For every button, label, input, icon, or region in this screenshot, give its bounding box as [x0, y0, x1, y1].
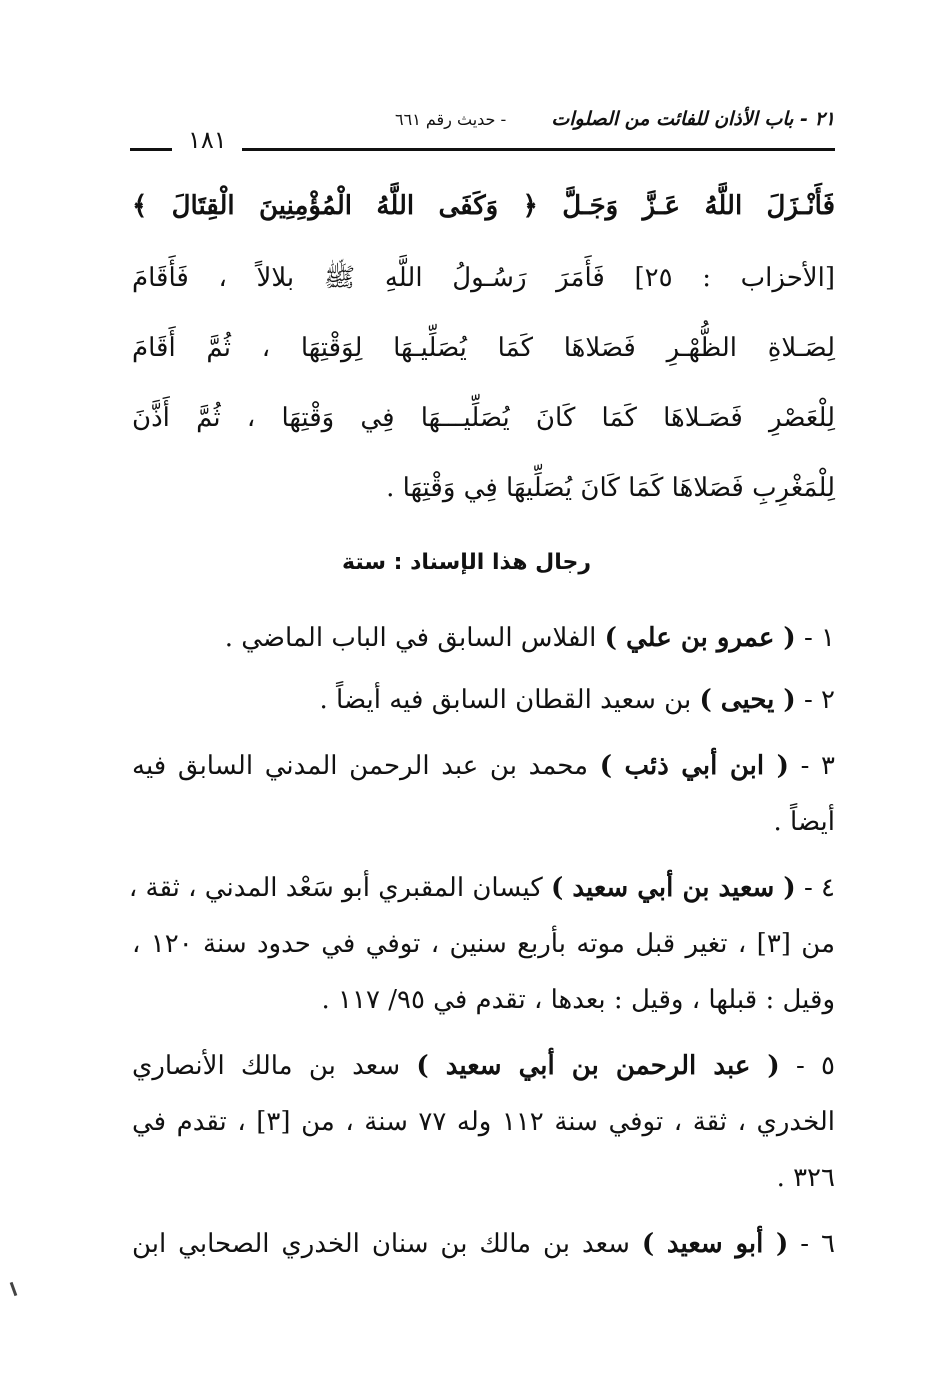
narrator-name: ( سعيد بن أبي سعيد ) [551, 873, 796, 903]
narrator-5-line-2: الخدري ، ثقة ، توفي سنة ١١٢ وله ٧٧ سنة ، من [٣] ، تقدم في [132, 1107, 836, 1137]
page-number: ١٨١ [188, 126, 227, 154]
narrator-name: ( أبو سعيد ) [641, 1229, 789, 1259]
narrator-name: ( يحيى ) [699, 685, 796, 715]
narrator-3-continuation: أيضاً . [773, 807, 835, 837]
narrator-number: ٢ - [803, 685, 835, 715]
narrator-3 [132, 746, 835, 786]
section-title: رجال هذا الإسناد : ستة [342, 550, 591, 575]
hadith-number: - حديث رقم ٦٦١ [395, 110, 507, 129]
narrator-name: ( عمرو بن علي ) [604, 623, 796, 653]
passage-line-1: فَأَنْـزَلَ اللَّهُ عَـزَّ وَجَـلَّ ﴿ وَكَفَى اللَّهُ الْمُؤْمِنِينَ الْقِتَالَ ﴾ [132, 191, 835, 221]
running-header [130, 108, 835, 156]
passage-line-4: لِلْعَصْرِ فَصَـلاهَا كَمَا كَانَ يُصَلِّيـــهَا فِي وَقْتِهَا ، ثُمَّ أَذَّنَ [132, 403, 835, 433]
passage-line-3: لِصَـلاةِ الظُّهْـرِ فَصَلاهَا كَمَا يُصَلِّيـهَا لِوَقْتِهَا ، ثُمَّ أَقَامَ [132, 333, 835, 363]
narrator-text: سعد بن مالك الأنصاري [132, 1051, 401, 1081]
narrator-text: الفلاس السابق في الباب الماضي . [224, 623, 597, 653]
header-rule [242, 148, 835, 151]
narrator-4-line-3: وقيل : قبلها ، وقيل : بعدها ، تقدم في ٩٥/ ١١٧ . [321, 985, 835, 1015]
narrator-6 [132, 1224, 835, 1264]
narrator-text: كيسان المقبري أبو سَعْد المدني ، ثقة ، [128, 873, 543, 903]
narrator-number: ٣ - [800, 751, 835, 781]
narrator-4 [128, 868, 835, 908]
narrator-number: ٥ - [795, 1051, 835, 1081]
narrator-2 [320, 680, 835, 720]
page-number-dash [130, 148, 172, 151]
narrator-number: ٤ - [803, 873, 835, 903]
narrator-text: محمد بن عبد الرحمن المدني السابق فيه [132, 751, 588, 781]
narrator-name: ( ابن أبي ذئب ) [599, 751, 789, 781]
passage-line-2: [الأحزاب : ٢٥] فَأَمَرَ رَسُـولُ اللَّهِ ﷺ بلالاً ، فَأَقَامَ [132, 263, 835, 293]
narrator-text: بن سعيد القطان السابق فيه أيضاً . [319, 685, 692, 715]
passage-line-5: لِلْمَغْرِبِ فَصَلاهَا كَمَا كَانَ يُصَلِّيهَا فِي وَقْتِهَا . [386, 473, 835, 503]
narrator-5 [132, 1046, 835, 1086]
narrator-name: ( عبد الرحمن بن أبي سعيد ) [416, 1051, 780, 1081]
narrator-number: ١ - [803, 623, 835, 653]
chapter-title: ٢١ - باب الأذان للفائت من الصلوات [551, 108, 835, 130]
narrator-5-line-3: ٣٢٦ . [776, 1163, 835, 1193]
narrator-1 [225, 618, 835, 658]
scan-margin-mark [10, 1282, 18, 1296]
narrator-4-line-2: من [٣] ، تغير قبل موته بأربع سنين ، توفي في حدود سنة ١٢٠ ، [132, 929, 836, 959]
narrator-text: سعد بن مالك بن سنان الخدري الصحابي ابن [132, 1229, 630, 1259]
narrator-number: ٦ - [800, 1229, 835, 1259]
